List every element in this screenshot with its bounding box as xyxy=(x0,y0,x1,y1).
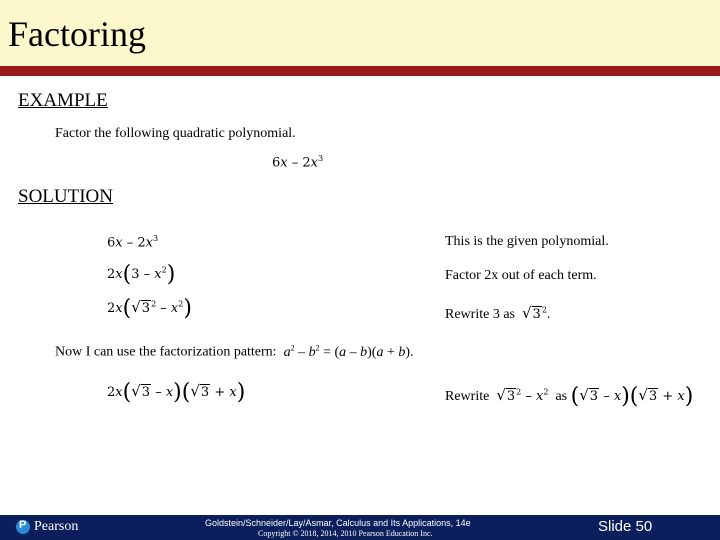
final-note-from: $√3^2 - x^2$ xyxy=(496,386,549,404)
pearson-logo xyxy=(16,519,78,535)
copyright: Copyright © 2018, 2014, 2010 Pearson Education Inc. xyxy=(258,529,433,538)
example-heading: EXAMPLE xyxy=(18,90,108,111)
pearson-logo-icon xyxy=(16,520,30,534)
pattern-text: Now I can use the factorization pattern: xyxy=(55,344,277,360)
step-2-math: $2x(3 - x^2)$ xyxy=(107,262,176,287)
accent-bar xyxy=(0,66,720,76)
step-1-math: $6x - 2x^3$ xyxy=(107,234,159,251)
pattern-line xyxy=(55,343,414,361)
final-note xyxy=(445,384,693,409)
example-expression: $6x - 2x^3$ xyxy=(272,154,324,171)
pattern-math: $a^2 - b^2 = (a - b)(a + b)$. xyxy=(283,343,414,360)
step-1-note: This is the given polynomial. xyxy=(445,234,609,249)
step-3-note-suffix: . xyxy=(546,307,551,322)
step-3-math: $2x(√3^2 - x^2)$ xyxy=(107,296,192,321)
brand-name: Pearson xyxy=(34,519,79,534)
solution-heading: SOLUTION xyxy=(18,186,113,207)
step-2-note: Factor 2x out of each term. xyxy=(445,268,597,283)
final-note-to: (√3 – x)(√3 + x) xyxy=(570,384,694,409)
book-credit: Goldstein/Schneider/Lay/Asmar, Calculus and Its Applications, 14e xyxy=(205,518,471,528)
final-math: 2x(√3 – x)(√3 + x) xyxy=(107,380,246,405)
step-3-note xyxy=(445,304,550,323)
example-prompt: Factor the following quadratic polynomial. xyxy=(55,126,296,141)
slide-title: Factoring xyxy=(8,14,146,54)
footer-bar xyxy=(0,515,720,540)
final-note-as: as xyxy=(555,389,568,404)
final-note-text: Rewrite xyxy=(445,389,490,404)
title-bar xyxy=(0,0,720,66)
step-3-note-math: $√3^2$ xyxy=(521,304,547,322)
step-3-note-text: Rewrite 3 as xyxy=(445,307,515,322)
slide-number: Slide 50 xyxy=(598,518,653,535)
